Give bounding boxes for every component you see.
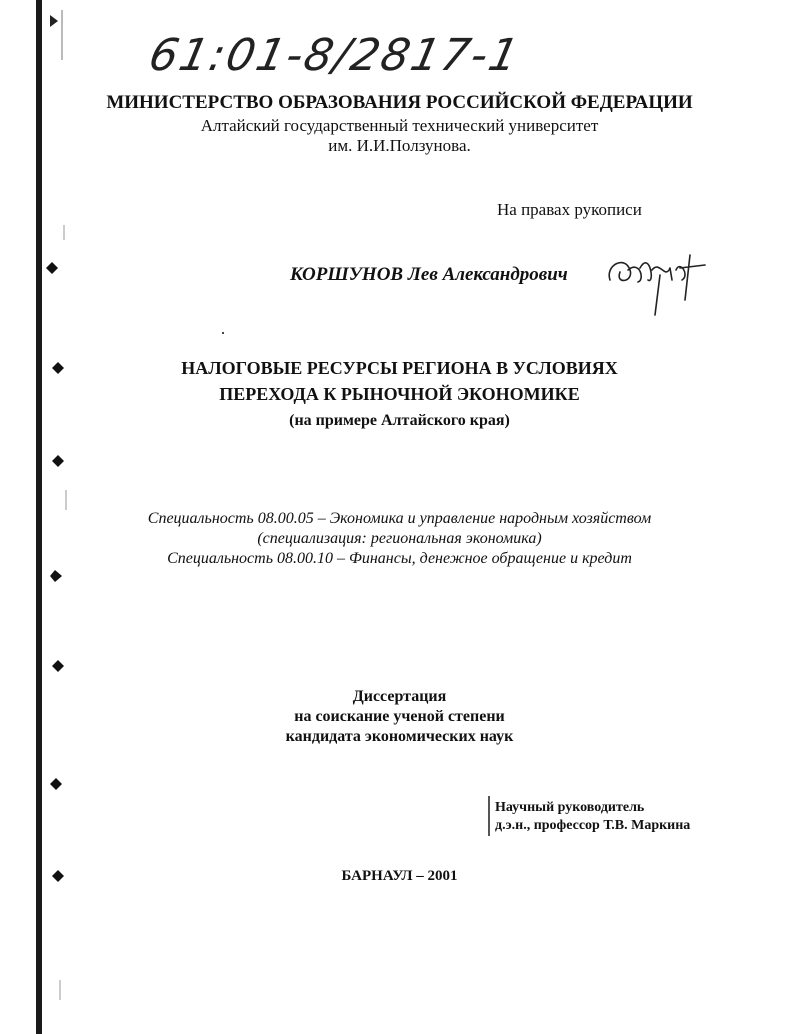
dissertation-line-1: Диссертация <box>352 688 447 705</box>
specialty-line-2: (специализация: региональная экономика) <box>257 530 542 547</box>
speck <box>222 332 224 334</box>
specialty-line-1: Специальность 08.00.05 – Экономика и управление народным хозяйством <box>147 510 652 527</box>
title-line-1: НАЛОГОВЫЕ РЕСУРСЫ РЕГИОНА В УСЛОВИЯХ <box>181 358 618 378</box>
ministry-heading: МИНИСТЕРСТВО ОБРАЗОВАНИЯ РОССИЙСКОЙ ФЕДЕРАЦИИ <box>106 92 693 113</box>
university-name: Алтайский государственный технический университет <box>200 116 599 135</box>
university-named-after: им. И.И.Ползунова. <box>328 136 471 155</box>
author-name: КОРШУНОВ Лев Александрович <box>290 264 568 285</box>
archive-code: 61:01-8/2817-1 <box>144 30 525 81</box>
dissertation-line-2: на соискание ученой степени <box>294 708 505 725</box>
supervisor-bracket <box>488 796 490 836</box>
title-line-2: ПЕРЕХОДА К РЫНОЧНОЙ ЭКОНОМИКЕ <box>219 384 580 404</box>
supervisor-label: Научный руководитель <box>495 800 645 815</box>
author-signature <box>600 240 715 320</box>
manuscript-rights: На правах рукописи <box>497 200 642 219</box>
dissertation-line-3: кандидата экономических наук <box>285 728 514 745</box>
specialty-line-3: Специальность 08.00.10 – Финансы, денежное обращение и кредит <box>167 550 632 567</box>
title-subtitle: (на примере Алтайского края) <box>289 412 510 429</box>
supervisor-name: д.э.н., профессор Т.В. Маркина <box>495 818 691 833</box>
city-year: БАРНАУЛ – 2001 <box>341 868 458 884</box>
